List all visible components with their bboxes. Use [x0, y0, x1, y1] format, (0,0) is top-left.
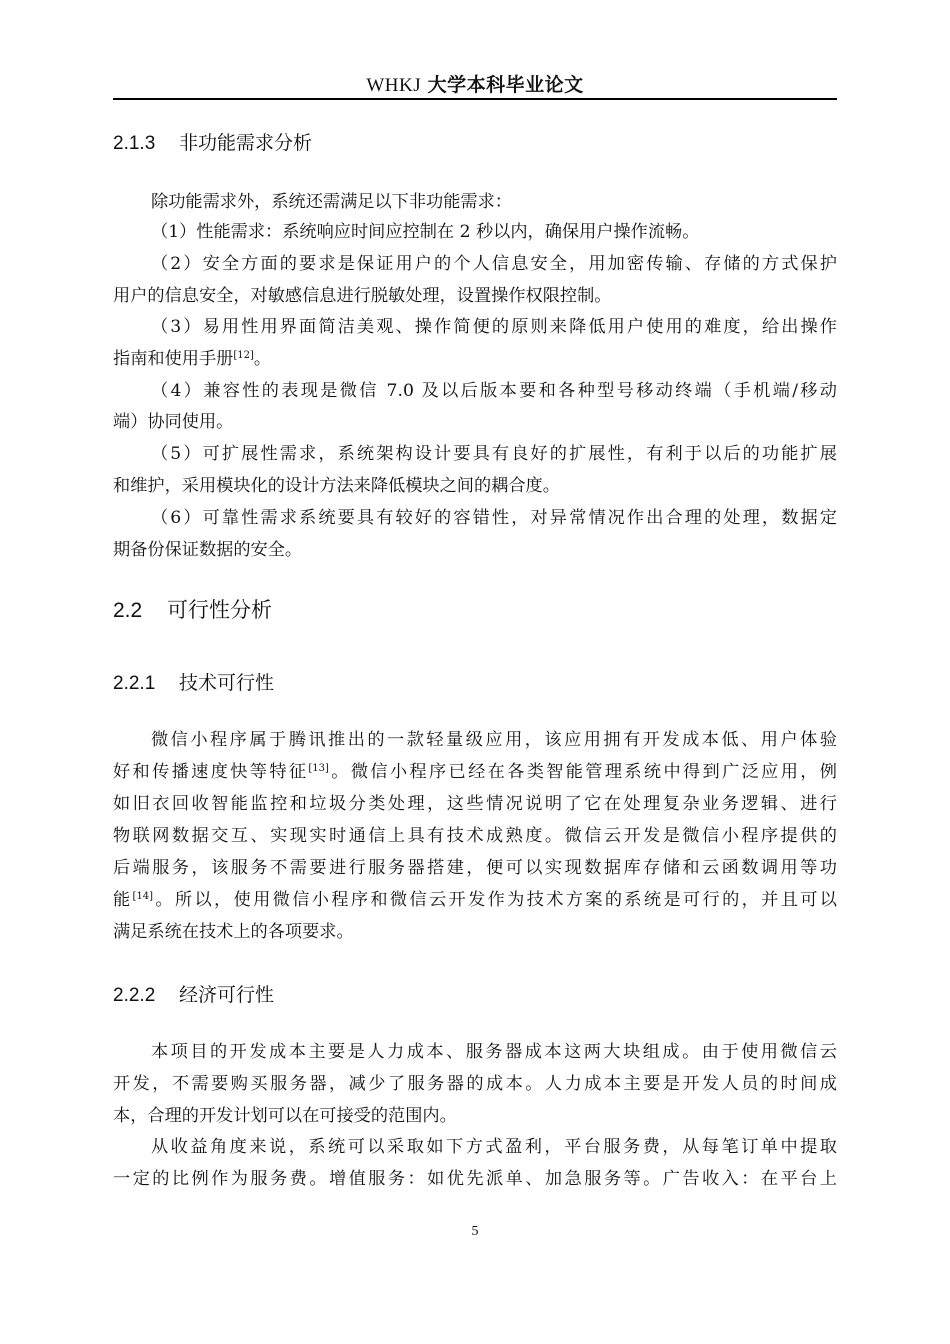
- text-line: 微信小程序属于腾讯推出的一款轻量级应用，该应用拥有开发成本低、用户体验: [151, 730, 837, 750]
- text-span: 。所以，使用微信小程序和微信云开发作为技术方案的系统是可行的，并且可以: [153, 890, 837, 910]
- text-line: 后端服务，该服务不需要进行服务器搭建，便可以实现数据库存储和云函数调用等功: [113, 858, 837, 878]
- text-line: 满足系统在技术上的各项要求。: [113, 922, 354, 942]
- text-line: 期备份保证数据的安全。: [113, 540, 303, 560]
- heading-number: 2.1.3: [113, 133, 156, 154]
- text-span: 好和传播速度快等特征: [113, 762, 309, 782]
- text-line: 本项目的开发成本主要是人力成本、服务器成本这两大块组成。由于使用微信云: [151, 1042, 837, 1062]
- header-title: 大学本科毕业论文: [427, 74, 584, 96]
- heading-number: 2.2: [113, 599, 143, 622]
- text-line: [113, 760, 837, 784]
- citation-ref: [14]: [132, 891, 154, 902]
- citation-ref: [13]: [308, 763, 329, 774]
- heading-2-1-3: [113, 128, 312, 155]
- text-line: 用户的信息安全，对敏感信息进行脱敏处理，设置操作权限控制。: [113, 286, 612, 306]
- heading-title: 可行性分析: [167, 598, 272, 622]
- text-line: 开发，不需要购买服务器，减少了服务器的成本。人力成本主要是开发人员的时间成: [113, 1074, 837, 1094]
- text-line: [113, 888, 837, 912]
- heading-number: 2.2.2: [113, 985, 156, 1006]
- heading-title: 技术可行性: [179, 672, 275, 694]
- text-line: （6）可靠性需求系统要具有较好的容错性，对异常情况作出合理的处理，数据定: [151, 508, 837, 528]
- text-line: （5）可扩展性需求，系统架构设计要具有良好的扩展性，有利于以后的功能扩展: [151, 444, 837, 464]
- heading-2-2-2: [113, 980, 274, 1007]
- text-line: （1）性能需求：系统响应时间应控制在 2 秒以内，确保用户操作流畅。: [151, 222, 700, 242]
- text-span: 。微信小程序已经在各类智能管理系统中得到广泛应用，例: [328, 762, 837, 782]
- text-span: 指南和使用手册: [113, 349, 234, 369]
- text-line: 如旧衣回收智能监控和垃圾分类处理，这些情况说明了它在处理复杂业务逻辑、进行: [113, 794, 837, 814]
- text-line: 本，合理的开发计划可以在可接受的范围内。: [113, 1106, 457, 1126]
- text-line: （3）易用性用界面简洁美观、操作简便的原则来降低用户使用的难度，给出操作: [151, 317, 837, 337]
- heading-title: 经济可行性: [179, 984, 275, 1006]
- text-line: （4）兼容性的表现是微信 7.0 及以后版本要和各种型号移动终端（手机端/移动: [151, 381, 837, 401]
- text-span: 。: [253, 349, 272, 369]
- text-line: （2）安全方面的要求是保证用户的个人信息安全，用加密传输、存储的方式保护: [151, 254, 837, 274]
- page-number: 5: [471, 1224, 479, 1239]
- header-latin: WHKJ: [366, 75, 422, 96]
- heading-2-2: [113, 594, 272, 624]
- text-line: 从收益角度来说，系统可以采取如下方式盈利，平台服务费，从每笔订单中提取: [151, 1137, 837, 1157]
- text-line: 端）协同使用。: [113, 412, 234, 432]
- text-line: [113, 347, 837, 371]
- running-header: [113, 70, 837, 97]
- citation-ref: [12]: [233, 350, 254, 361]
- heading-number: 2.2.1: [113, 673, 156, 694]
- text-line: 一定的比例作为服务费。增值服务：如优先派单、加急服务等。广告收入：在平台上: [113, 1169, 837, 1189]
- text-line: 和维护，采用模块化的设计方法来降低模块之间的耦合度。: [113, 476, 560, 496]
- heading-2-2-1: [113, 668, 274, 695]
- text-line: 物联网数据交互、实现实时通信上具有技术成熟度。微信云开发是微信小程序提供的: [113, 826, 837, 846]
- text-line: 除功能需求外，系统还需满足以下非功能需求：: [151, 192, 512, 212]
- header-rule: [113, 98, 837, 100]
- text-span: 能: [113, 890, 133, 910]
- heading-title: 非功能需求分析: [179, 132, 313, 154]
